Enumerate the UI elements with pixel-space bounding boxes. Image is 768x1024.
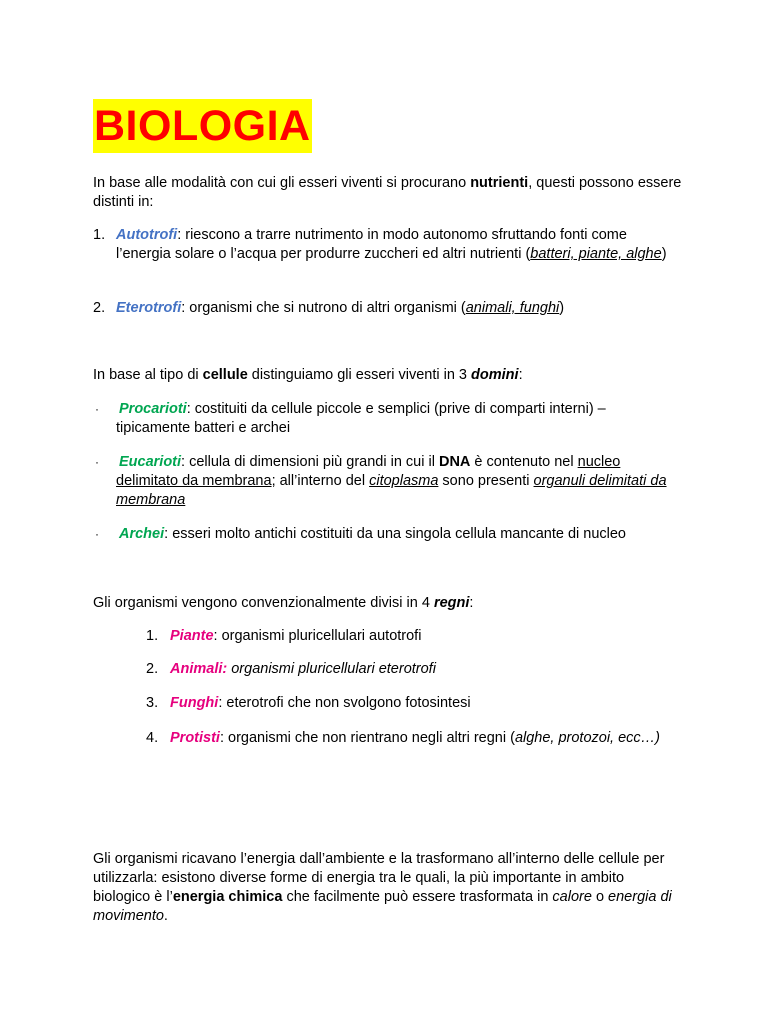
colon: : bbox=[469, 595, 474, 611]
document-title: BIOLOGIA bbox=[93, 99, 312, 153]
domain-text: sono presenti bbox=[438, 473, 534, 489]
bullet: · bbox=[95, 455, 99, 469]
regni-keyword: regni bbox=[433, 595, 470, 611]
domain-text: ; all’interno del bbox=[271, 473, 370, 489]
period: . bbox=[163, 908, 168, 924]
term-piante: Piante bbox=[170, 628, 214, 644]
dna-keyword: DNA bbox=[438, 454, 471, 470]
kingdom-text: : eterotrofi che non svolgono fotosintesi bbox=[218, 695, 471, 711]
kingdom-text: : organismi che non rientrano negli altri regni ( bbox=[219, 730, 515, 746]
list-number: 4. bbox=[146, 730, 159, 746]
domini-keyword: domini bbox=[471, 367, 519, 383]
calore-term: calore bbox=[552, 889, 592, 905]
intro-keyword: nutrienti bbox=[470, 175, 529, 191]
list-number: 1. bbox=[146, 628, 159, 644]
close-paren: ) bbox=[559, 300, 565, 316]
list-number: 1. bbox=[93, 227, 106, 243]
kingdom-item-funghi bbox=[170, 694, 670, 713]
list-number: 2. bbox=[93, 300, 106, 316]
term-eucarioti: Eucarioti bbox=[119, 454, 182, 470]
intro-text: In base alle modalità con cui gli esseri viventi si procurano bbox=[93, 175, 471, 191]
domain-item-archei bbox=[116, 525, 696, 544]
intro-paragraph bbox=[93, 174, 683, 212]
energy-paragraph bbox=[93, 850, 683, 926]
kingdom-item-piante bbox=[170, 627, 670, 646]
nucleus-underlined: nucleo delimitato da membrana bbox=[116, 454, 621, 489]
cells-intro-text: In base al tipo di bbox=[93, 367, 203, 383]
close-paren: ) bbox=[661, 246, 667, 262]
list-item-eterotrofi bbox=[116, 299, 676, 318]
term-autotrofi: Autotrofi bbox=[116, 227, 178, 243]
bullet: · bbox=[95, 402, 99, 416]
energy-text: che facilmente può essere trasformata in bbox=[282, 889, 553, 905]
cells-keyword: cellule bbox=[202, 367, 248, 383]
kingdom-text: : organismi pluricellulari autotrofi bbox=[213, 628, 422, 644]
term-protisti: Protisti bbox=[170, 730, 220, 746]
domain-item-procarioti bbox=[116, 400, 676, 438]
energia-movimento-term: energia di movimento bbox=[93, 889, 672, 924]
examples-eterotrofi: animali, funghi bbox=[465, 300, 560, 316]
domain-item-eucarioti bbox=[116, 453, 676, 510]
term-procarioti: Procarioti bbox=[119, 401, 187, 417]
examples-protisti: alghe, protozoi, ecc…) bbox=[514, 730, 661, 746]
organelles-underlined: organuli delimitati da membrana bbox=[116, 473, 667, 508]
term-eterotrofi: Eterotrofi bbox=[116, 300, 182, 316]
kingdom-text: organismi pluricellulari eterotrofi bbox=[227, 661, 436, 677]
kingdoms-intro-text: Gli organismi vengono convenzionalmente divisi in 4 bbox=[93, 595, 434, 611]
list-item-text: : riescono a trarre nutrimento in modo autonomo sfruttando fonti come l’energia solare o l’acqua per produrre zuccheri ed altri nutrienti ( bbox=[116, 227, 627, 262]
kingdoms-intro-paragraph bbox=[93, 594, 693, 613]
intro-text-end: , questi possono essere distinti in: bbox=[93, 175, 682, 210]
domain-text: : esseri molto antichi costituiti da una singola cellula mancante di nucleo bbox=[164, 526, 626, 542]
kingdom-item-animali bbox=[170, 660, 670, 679]
bullet: · bbox=[95, 527, 99, 541]
energy-text: o bbox=[591, 889, 609, 905]
cytoplasm-underlined: citoplasma bbox=[369, 473, 439, 489]
term-archei: Archei bbox=[119, 526, 165, 542]
domain-text: : costituiti da cellule piccole e semplici (prive di comparti interni) – tipicamente batteri e archei bbox=[116, 401, 606, 436]
examples-autotrofi: batteri, piante, alghe bbox=[530, 246, 662, 262]
domain-text: è contenuto nel bbox=[470, 454, 578, 470]
list-number: 3. bbox=[146, 695, 159, 711]
kingdom-item-protisti bbox=[170, 729, 660, 748]
cells-intro-middle: distinguiamo gli esseri viventi in 3 bbox=[247, 367, 472, 383]
domain-text: : cellula di dimensioni più grandi in cui il bbox=[181, 454, 439, 470]
term-animali: Animali: bbox=[170, 661, 228, 677]
colon: : bbox=[518, 367, 523, 383]
list-item-text: : organismi che si nutrono di altri organismi ( bbox=[181, 300, 466, 316]
list-number: 2. bbox=[146, 661, 159, 677]
list-item-autotrofi bbox=[116, 226, 676, 264]
cells-intro-paragraph bbox=[93, 366, 693, 385]
energy-text: Gli organismi ricavano l’energia dall’ambiente e la trasformano all’interno delle cellule per utilizzarla: esistono diverse forme di energia tra le quali, la più importante in ambito biologico è l’ bbox=[93, 851, 665, 905]
term-funghi: Funghi bbox=[170, 695, 219, 711]
energia-chimica-keyword: energia chimica bbox=[172, 889, 283, 905]
